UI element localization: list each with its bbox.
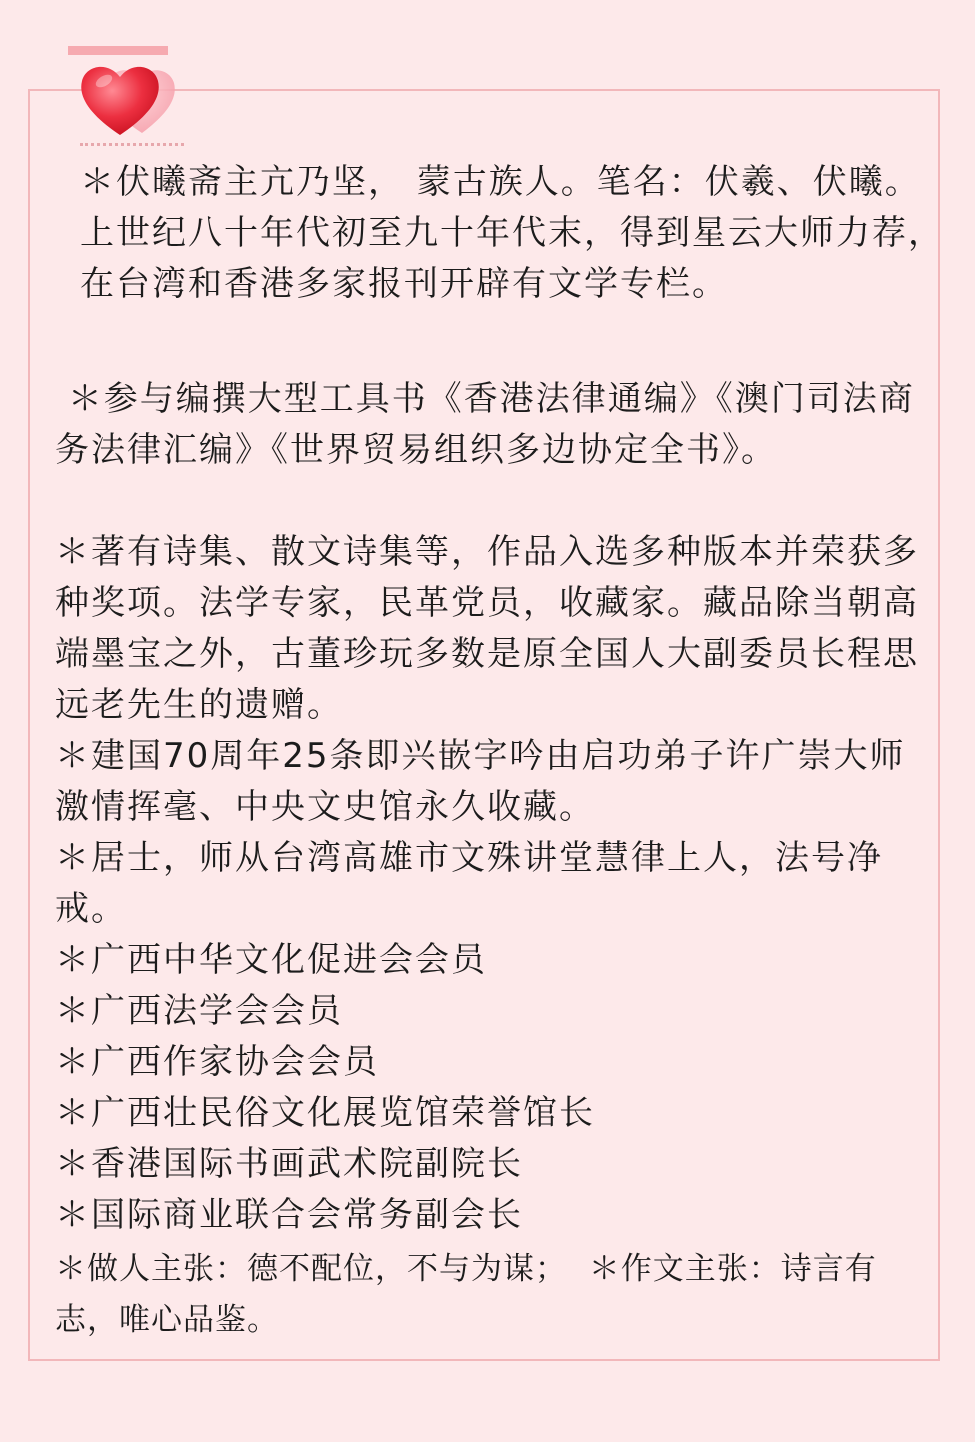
buddhist-paragraph: ＊居士，师从台湾高雄市文殊讲堂慧律上人，法号净戒。 [55,838,883,929]
membership-item: ＊广西法学会会员 [55,991,343,1031]
works-paragraph: ＊著有诗集、散文诗集等，作品入选多种版本并荣获多种奖项。法学专家，民革党员，收藏家。藏品除当朝高端墨宝之外，古董珍玩多数是原全国人大副委员长程思远老先生的遗赠。 [55,532,919,725]
membership-item: ＊香港国际书画武术院副院长 [55,1144,523,1184]
membership-item: ＊广西作家协会会员 [55,1042,379,1082]
intro-paragraph: ＊伏曦斋主亢乃坚， 蒙古族人。笔名：伏羲、伏曦。上世纪八十年代初至九十年代末，得到星云大师力荐，在台湾和香港多家报刊开辟有文学专栏。 [80,162,944,304]
membership-item: ＊国际商业联合会常务副会长 [55,1195,523,1235]
membership-item: ＊广西壮民俗文化展览馆荣誉馆长 [55,1093,595,1133]
compilation-paragraph: ＊参与编撰大型工具书《香港法律通编》《澳门司法商务法律汇编》《世界贸易组织多边协定全书》。 [55,379,915,470]
principles-paragraph: ＊做人主张：德不配位，不与为谋； ＊作文主张：诗言有志，唯心品鉴。 [55,1251,877,1338]
membership-item: ＊广西中华文化促进会会员 [55,940,487,980]
anniversary-paragraph: ＊建国70周年25条即兴嵌字吟由启功弟子许广崇大师激情挥毫、中央文史馆永久收藏。 [55,736,906,827]
